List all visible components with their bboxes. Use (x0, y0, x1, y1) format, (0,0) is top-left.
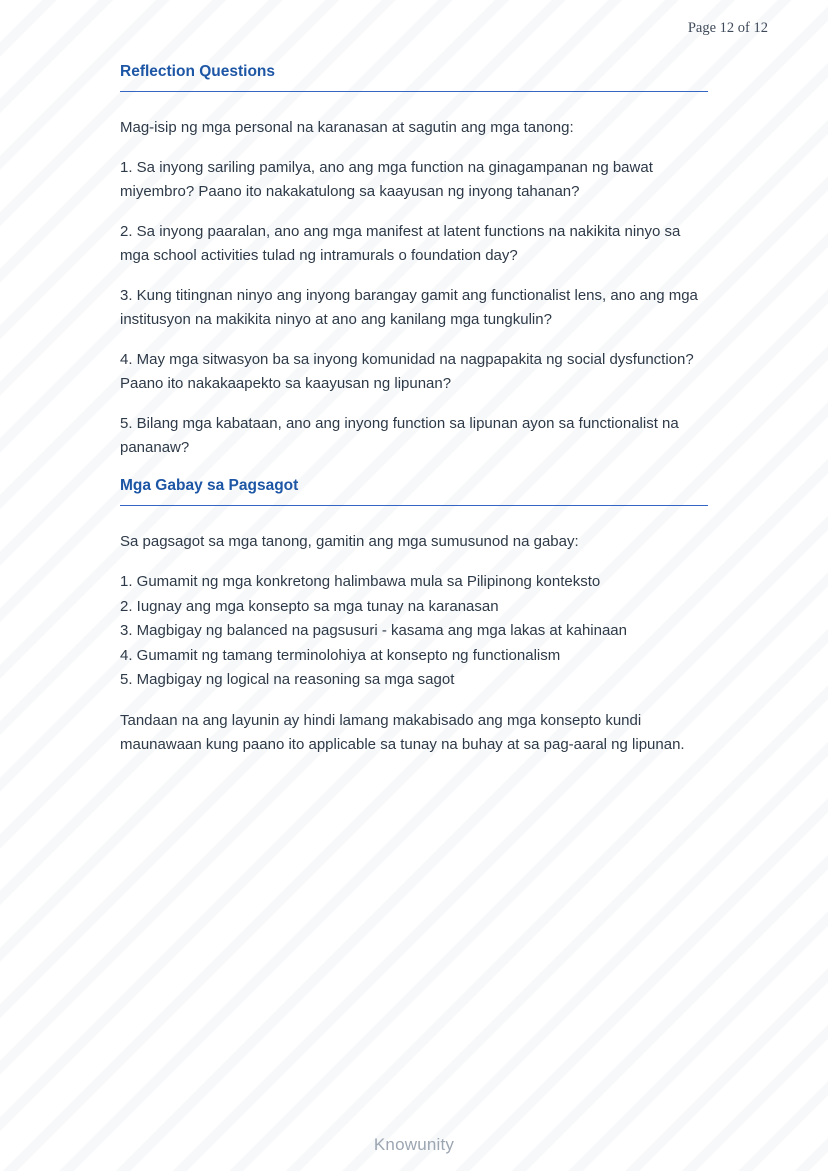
section-divider (120, 91, 708, 92)
brand-footer: Knowunity (373, 1135, 455, 1154)
page-indicator: Page 12 of 12 (687, 20, 768, 36)
question-item-5: 5. Bilang mga kabataan, ano ang inyong function sa lipunan ayon sa functionalist na pananaw? (120, 415, 679, 456)
section-answer-guide (120, 476, 708, 757)
section-intro: Sa pagsagot sa mga tanong, gamitin ang mga sumusunod na gabay: (120, 533, 579, 550)
section-reflection-questions (120, 62, 708, 460)
question-item-1: 1. Sa inyong sariling pamilya, ano ang mga function na ginagampanan ng bawat miyembro? Paano ito nakakatulong sa kaayusan ng inyong tahanan? (120, 159, 653, 200)
question-item-3: 3. Kung titingnan ninyo ang inyong barangay gamit ang functionalist lens, ano ang mga institusyon na makikita ninyo at ano ang kanilang mga tungkulin? (120, 287, 698, 328)
guide-item-2: 2. Iugnay ang mga konsepto sa mga tunay na karanasan (120, 597, 499, 615)
question-item-4: 4. May mga sitwasyon ba sa inyong komunidad na nagpapakita ng social dysfunction? Paano ito nakakaapekto sa kaayusan ng lipunan? (120, 351, 694, 392)
guide-item-1: 1. Gumamit ng mga konkretong halimbawa mula sa Pilipinong konteksto (120, 573, 601, 590)
closing-paragraph: Tandaan na ang layunin ay hindi lamang makabisado ang mga konsepto kundi maunawaan kung paano ito applicable sa tunay na buhay at sa pag-aaral ng lipunan. (120, 711, 685, 753)
section-divider (120, 505, 708, 506)
guide-list (120, 570, 708, 693)
section-intro: Mag-isip ng mga personal na karanasan at sagutin ang mga tanong: (120, 119, 574, 136)
section-heading-reflection-questions: Reflection Questions (120, 63, 276, 80)
section-heading-answer-guide: Mga Gabay sa Pagsagot (120, 477, 299, 494)
guide-item-4: 4. Gumamit ng tamang terminolohiya at konsepto ng functionalism (120, 646, 561, 664)
document-content (120, 62, 708, 773)
guide-item-3: 3. Magbigay ng balanced na pagsusuri - kasama ang mga lakas at kahinaan (120, 622, 627, 639)
question-item-2: 2. Sa inyong paaralan, ano ang mga manifest at latent functions na nakikita ninyo sa mga school activities tulad ng intramurals o foundation day? (120, 223, 681, 264)
guide-item-5: 5. Magbigay ng logical na reasoning sa mga sagot (120, 671, 455, 688)
